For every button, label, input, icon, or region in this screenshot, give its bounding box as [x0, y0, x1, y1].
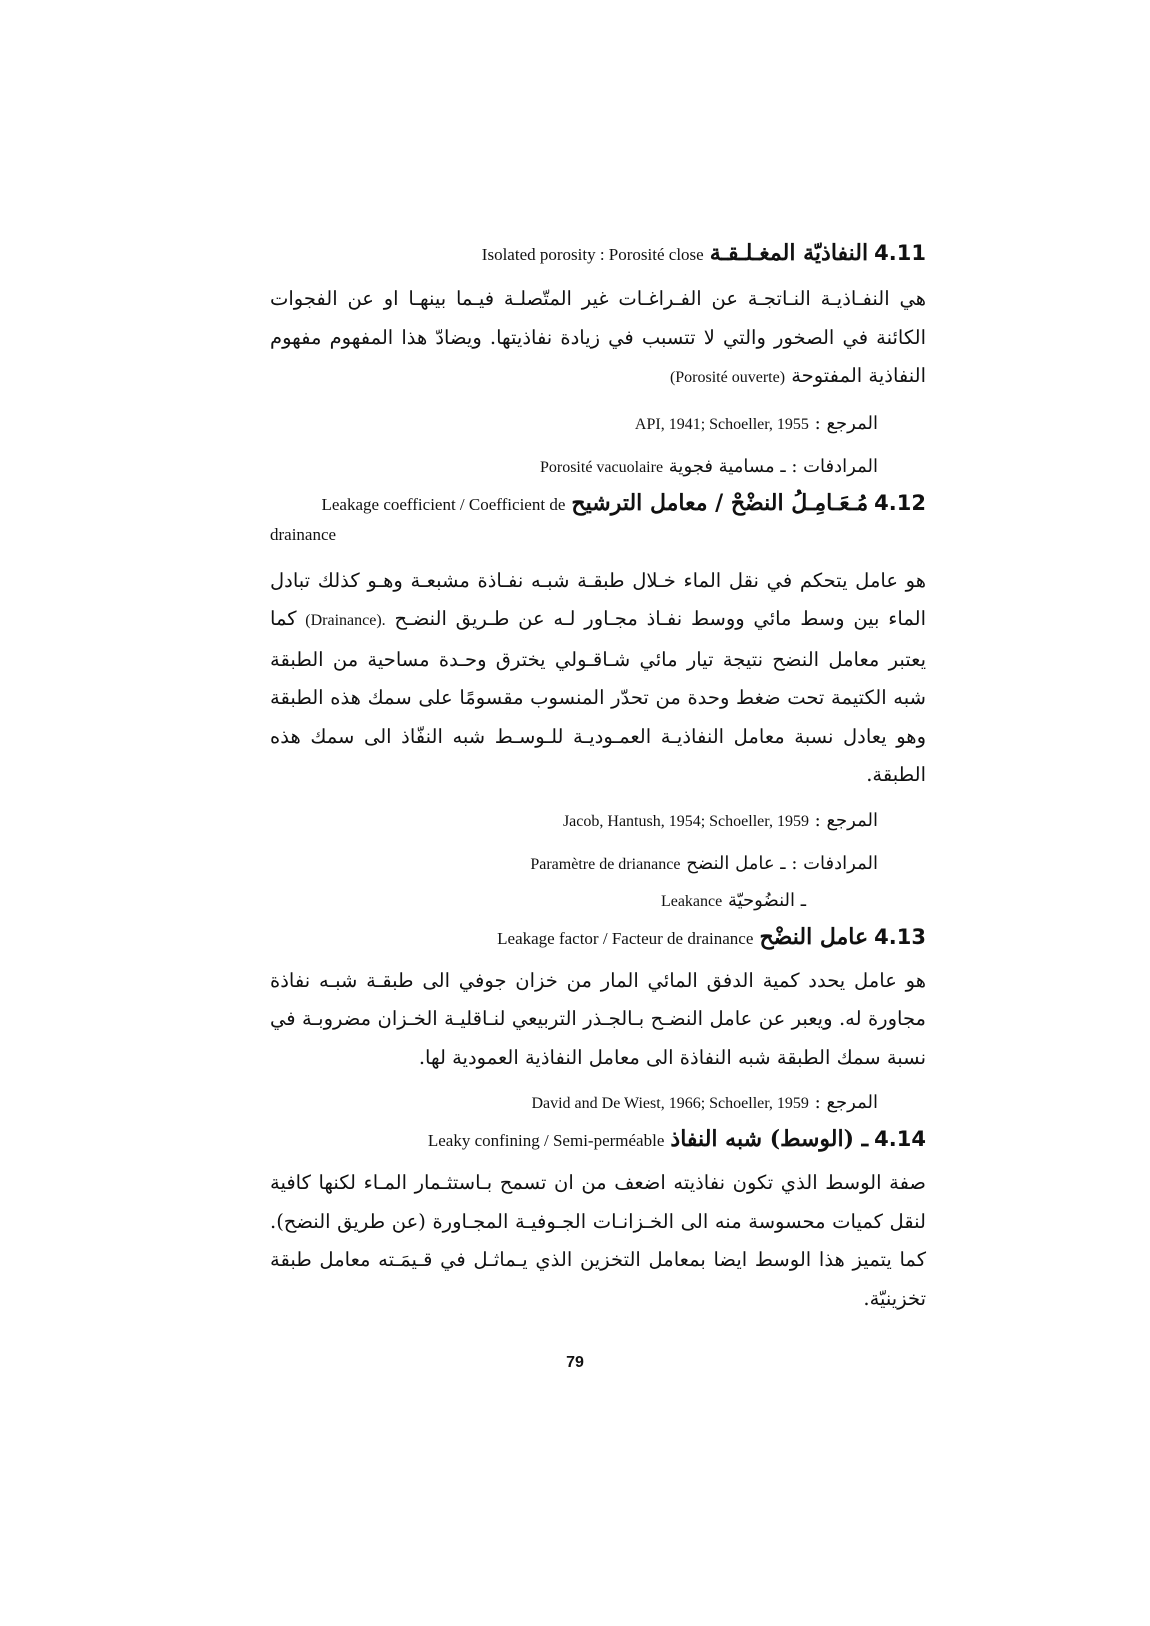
- entry-definition: [270, 562, 926, 795]
- entry-number: 4.11: [874, 241, 926, 265]
- definition-latin: (Porosité ouverte): [669, 369, 786, 386]
- reference-line: [270, 1085, 926, 1122]
- entry-heading: [270, 236, 926, 272]
- reference-label: المرجع :: [814, 1092, 878, 1113]
- entry-heading: [270, 486, 926, 522]
- reference-text: API, 1941; Schoeller, 1955: [634, 415, 809, 433]
- dictionary-content: [270, 236, 926, 1326]
- definition-text: هي النفـاذيـة النـاتجـة عن الفـراغـات غير المتّصلـة فيـما بينهـا او عن الفجوات الكائنة في الصخور والتي لا تتسبب في زيادة نفاذيتها. ويضادّ هذا المفهوم مفهوم النفاذية المفتوحة: [270, 287, 926, 387]
- entry-arabic-term: مُـعَـامِـلُ النضْحْ / معامل الترشيح: [571, 489, 869, 516]
- reference-line: [270, 406, 926, 443]
- entry-latin-term: Isolated porosity : Porosité close: [481, 245, 704, 264]
- definition-text-after: كما يعتبر معامل النضح نتيجة تيار مائي شـاقـولي يخترق وحـدة مساحية من الطبقة شبه الكتيمة تحت ضغط وحدة من تحدّر المنسوب مقسومًا على سمك هذه الطبقة وهو يعادل نسبة معامل النفاذيـة العمـوديـة للـوسـط شبه النفّاذ الى سمك هذه الطبقة.: [270, 607, 926, 786]
- synonyms-line-2: [270, 883, 926, 920]
- entry-4-13: [270, 920, 926, 1123]
- entry-latin-term-cont: drainance: [270, 524, 337, 544]
- definition-text: هو عامل يتحكم في نقل الماء خـلال طبقـة شبـه نفـاذة مشبعـة وهـو كذلك تبادل الماء بين وسط مائي ووسط نفـاذ مجـاور لـه عن طـريق النضـح: [270, 568, 926, 630]
- synonyms-line: [270, 846, 926, 883]
- synonym-latin: Porosité vacuolaire: [539, 458, 664, 476]
- reference-text: Jacob, Hantush, 1954; Schoeller, 1959: [562, 812, 809, 830]
- definition-text: صفة الوسط الذي تكون نفاذيته اضعف من ان تسمح بـاستثـمار المـاء لكنها كافية لنقل كميات محسوسة منه الى الخـزانـات الجـوفيـة المجـاورة (عن طريق النضح). كما يتميز هذا الوسط ايضا بمعامل التخزين الذي يـماثـل في قـيمَـته معامل طبقة تخزينيّة.: [270, 1171, 926, 1310]
- synonyms-label: المرادفات :: [791, 455, 878, 477]
- entry-4-12: [270, 486, 926, 920]
- entry-arabic-term: عامل النضْح: [759, 923, 869, 950]
- entry-arabic-term: ـ (الوسط) شبه النفاذ: [670, 1126, 869, 1152]
- entry-definition: [270, 962, 926, 1078]
- entry-latin-term: Leakage coefficient / Coefficient de: [321, 494, 566, 514]
- synonym-latin: Paramètre de drianance: [530, 855, 681, 873]
- entry-number: 4.13: [874, 924, 926, 949]
- synonym-arabic: ـ مسامية فجوية: [668, 455, 786, 477]
- entry-arabic-term: النفاذيّة المغـلـقـة: [709, 240, 869, 266]
- entry-4-14: [270, 1122, 926, 1318]
- entry-definition: [270, 280, 926, 398]
- reference-label: المرجع :: [814, 809, 878, 831]
- entry-number: 4.14: [874, 1127, 926, 1151]
- synonym-arabic: ـ عامل النضح: [686, 852, 786, 874]
- entry-heading: [270, 1122, 926, 1158]
- synonyms-label: المرادفات :: [791, 852, 878, 874]
- entry-definition: [270, 1164, 926, 1318]
- reference-text: David and De Wiest, 1966; Schoeller, 1959: [531, 1095, 809, 1112]
- synonym-latin: Leakance: [660, 892, 723, 910]
- entry-latin-term: Leaky confining / Semi-perméable: [427, 1131, 665, 1150]
- reference-line: [270, 803, 926, 840]
- entry-heading: [270, 920, 926, 956]
- entry-4-11: [270, 236, 926, 486]
- reference-label: المرجع :: [814, 412, 878, 434]
- entry-latin-term: Leakage factor / Facteur de drainance: [497, 928, 754, 948]
- page-number: 79: [566, 1354, 584, 1371]
- definition-text: هو عامل يحدد كمية الدفق المائي المار من خزان جوفي الى طبقـة شبـه نفاذة مجاورة له. ويعبر عن عامل النضـح بـالجـذر التربيعي لنـاقليـة الخـزان مضروبـة في نسبة سمك الطبقة شبه النفاذة الى معامل النفاذية العمودية لها.: [270, 968, 926, 1069]
- definition-latin: (Drainance).: [305, 612, 386, 629]
- entry-number: 4.12: [874, 490, 926, 515]
- synonym-arabic: ـ النضُوحيّة: [727, 889, 806, 911]
- synonyms-line: [270, 449, 926, 486]
